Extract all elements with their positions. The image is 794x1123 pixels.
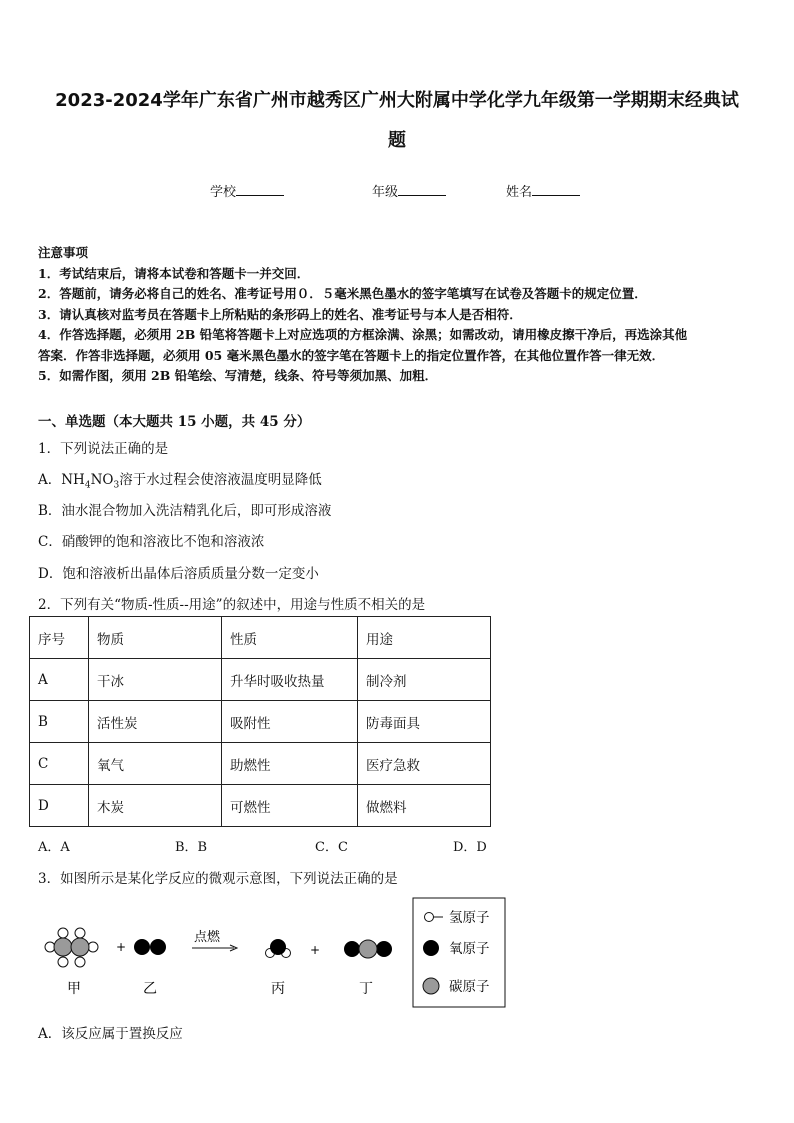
page-title-continued: 题 bbox=[388, 130, 406, 151]
q2-option-c: C．C bbox=[315, 840, 348, 855]
school-blank bbox=[236, 183, 284, 196]
q2-option-d: D．D bbox=[453, 840, 487, 855]
table-row bbox=[30, 743, 491, 785]
q1-stem: 1．下列说法正确的是 bbox=[38, 441, 169, 457]
plus-sign: + bbox=[116, 940, 127, 954]
label-jia: 甲 bbox=[67, 981, 81, 997]
label-yi: 乙 bbox=[143, 981, 157, 997]
hydrogen-atom-icon bbox=[425, 913, 434, 922]
label-ding: 丁 bbox=[359, 981, 373, 997]
legend-carbon: 碳原子 bbox=[449, 979, 490, 995]
oxygen-atom-icon bbox=[423, 940, 439, 956]
notice-item: 5．如需作图，须用 2B 铅笔绘、写清楚，线条、符号等须加黑、加粗． bbox=[38, 368, 438, 383]
table-cell: 升华时吸收热量 bbox=[222, 659, 358, 701]
table-cell: 氧气 bbox=[89, 743, 222, 785]
q3-option-a: A．该反应属于置换反应 bbox=[38, 1026, 183, 1042]
label-bing: 丙 bbox=[271, 981, 285, 997]
page-title: 2023-2024学年广东省广州市越秀区广州大附属中学化学九年级第一学期期末经典试 bbox=[55, 90, 739, 111]
table-cell: 制冷剂 bbox=[358, 659, 491, 701]
carbon-atom-icon bbox=[423, 978, 439, 994]
q2-option-a: A．A bbox=[38, 840, 70, 855]
q1-option-d: D．饱和溶液析出晶体后溶质质量分数一定变小 bbox=[38, 566, 319, 582]
table-cell: 活性炭 bbox=[89, 701, 222, 743]
reaction-arrow bbox=[192, 945, 237, 951]
arrow-label: 点燃 bbox=[194, 930, 221, 945]
q2-option-b: B．B bbox=[175, 840, 208, 855]
q2-stem: 2．下列有关“物质-性质--用途”的叙述中，用途与性质不相关的是 bbox=[38, 597, 426, 613]
notice-heading: 注意事项 bbox=[38, 245, 89, 260]
legend-oxygen: 氧原子 bbox=[449, 941, 490, 957]
q1-a-rest: 溶于水过程会使溶液温度明显降低 bbox=[119, 472, 322, 488]
grade-field bbox=[372, 181, 446, 200]
diagram-legend bbox=[413, 898, 505, 1007]
table-row bbox=[30, 785, 491, 827]
table-cell: 可燃性 bbox=[222, 785, 358, 827]
school-field bbox=[210, 181, 284, 200]
notice-item: 1．考试结束后，请将本试卷和答题卡一并交回． bbox=[38, 265, 310, 281]
grade-label: 年级 bbox=[372, 185, 399, 200]
table-cell: 防毒面具 bbox=[358, 701, 491, 743]
table-cell: B bbox=[30, 701, 89, 743]
name-blank bbox=[532, 183, 580, 196]
reaction-diagram bbox=[30, 895, 510, 1010]
q1-option-a bbox=[38, 468, 322, 491]
table-header-cell: 序号 bbox=[30, 617, 89, 659]
q3-stem: 3．如图所示是某化学反应的微观示意图，下列说法正确的是 bbox=[38, 871, 398, 887]
grade-blank bbox=[398, 183, 446, 196]
q1-a-sub1: 4 bbox=[84, 480, 91, 491]
q1-a-prefix: A．NH bbox=[38, 472, 85, 488]
legend-hydrogen: 氢原子 bbox=[449, 910, 490, 926]
notice-item: 2．答题前，请务必将自己的姓名、准考证号用０．５毫米黑色墨水的签字笔填写在试卷及答题卡的规定位置． bbox=[38, 286, 647, 301]
molecule-yi bbox=[134, 939, 166, 955]
table-header-row bbox=[30, 617, 491, 659]
school-label: 学校 bbox=[210, 185, 237, 200]
section-heading: 一、单选题（本大题共 15 小题，共 45 分） bbox=[38, 414, 311, 430]
table-cell: 吸附性 bbox=[222, 701, 358, 743]
table-header-cell: 性质 bbox=[222, 617, 358, 659]
table-cell: D bbox=[30, 785, 89, 827]
q1-a-mid: NO bbox=[90, 472, 114, 488]
name-label: 姓名 bbox=[506, 185, 533, 200]
table-cell: C bbox=[30, 743, 89, 785]
plus-sign: + bbox=[310, 943, 321, 957]
table-row bbox=[30, 701, 491, 743]
table-cell: 木炭 bbox=[89, 785, 222, 827]
notice-item: 3．请认真核对监考员在答题卡上所粘贴的条形码上的姓名、准考证号与本人是否相符． bbox=[38, 306, 522, 322]
molecule-ding bbox=[344, 940, 392, 958]
table-cell: 做燃料 bbox=[358, 785, 491, 827]
table-cell: 医疗急救 bbox=[358, 743, 491, 785]
q2-table bbox=[29, 616, 491, 827]
molecule-bing bbox=[266, 939, 291, 958]
name-field bbox=[506, 181, 580, 200]
notice-item: 4．作答选择题，必须用 2B 铅笔将答题卡上对应选项的方框涂满、涂黑；如需改动，请用橡皮擦干净后，再选涂其他 bbox=[38, 327, 688, 342]
notice-block bbox=[38, 243, 760, 387]
table-header-cell: 用途 bbox=[358, 617, 491, 659]
table-cell: 助燃性 bbox=[222, 743, 358, 785]
table-cell: A bbox=[30, 659, 89, 701]
q1-a-sub2: 3 bbox=[113, 480, 120, 491]
notice-item: 答案．作答非选择题，必须用 05 毫米黑色墨水的签字笔在答题卡上的指定位置作答，在其他位置作答一律无效． bbox=[38, 347, 665, 363]
table-row bbox=[30, 659, 491, 701]
table-cell: 干冰 bbox=[89, 659, 222, 701]
molecule-jia bbox=[45, 928, 98, 967]
q1-option-c: C．硝酸钾的饱和溶液比不饱和溶液浓 bbox=[38, 534, 265, 550]
q1-option-b: B．油水混合物加入洗洁精乳化后，即可形成溶液 bbox=[38, 503, 332, 519]
table-header-cell: 物质 bbox=[89, 617, 222, 659]
